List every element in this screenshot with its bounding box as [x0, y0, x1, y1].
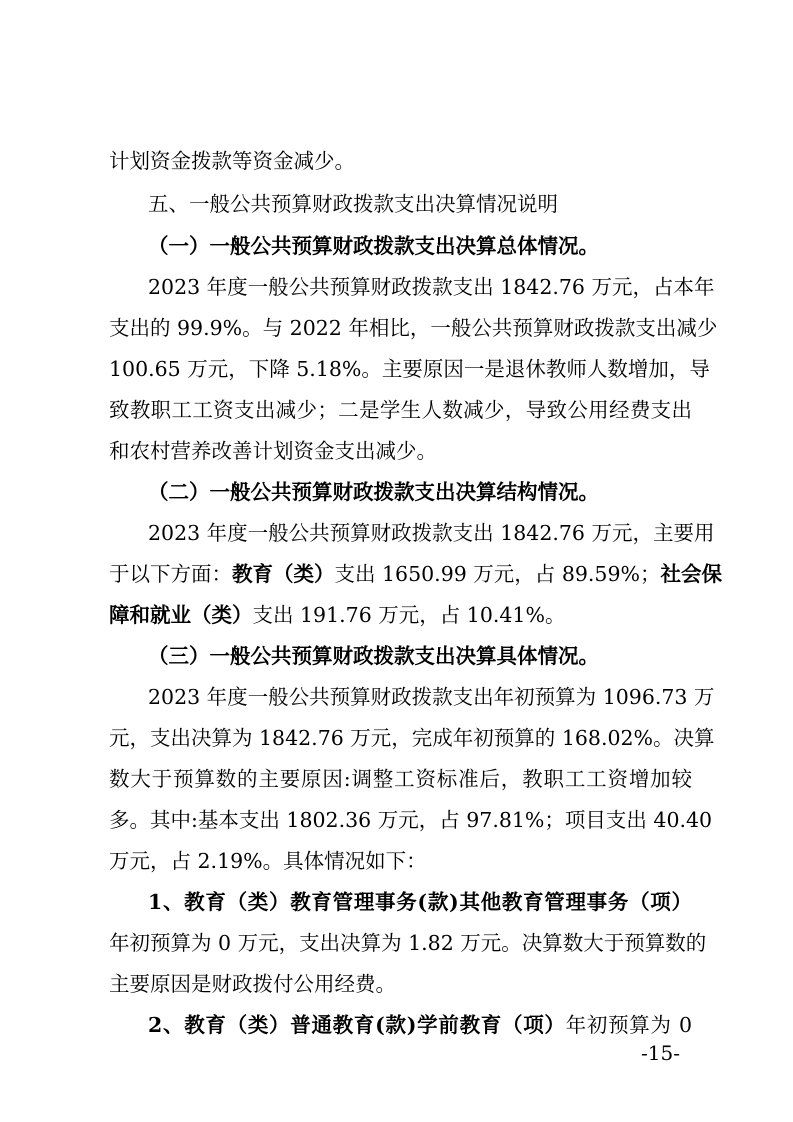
paragraph-line: 多。其中:基本支出 1802.36 万元，占 97.81%；项目支出 40.40 [109, 808, 713, 832]
bold-category: 社会保 [660, 562, 722, 586]
paragraph-line: 支出的 99.9%。与 2022 年相比，一般公共预算财政拨款支出减少 [109, 316, 718, 340]
paragraph-line: 元，支出决算为 1842.76 万元，完成年初预算的 168.02%。决算 [109, 726, 715, 750]
text-segment: 于以下方面： [109, 562, 232, 586]
paragraph-line: 2023 年度一般公共预算财政拨款支出年初预算为 1096.73 万 [148, 685, 715, 709]
paragraph-line: 和农村营养改善计划资金支出减少。 [109, 439, 437, 463]
paragraph-line: 100.65 万元，下降 5.18%。主要原因一是退休教师人数增加，导 [109, 357, 710, 381]
bold-category: 教育（类） [232, 562, 335, 586]
paragraph-line: 致教职工工资支出减少；二是学生人数减少，导致公用经费支出 [109, 398, 692, 422]
paragraph-line: 万元，占 2.19%。具体情况如下： [109, 849, 427, 873]
paragraph-line: 2023 年度一般公共预算财政拨款支出 1842.76 万元，主要用 [148, 521, 715, 545]
paragraph-line [109, 601, 565, 629]
page-number: -15- [641, 1041, 680, 1065]
section-heading: 五、一般公共预算财政拨款支出决算情况说明 [148, 192, 558, 216]
subsection-heading: （二）一般公共预算财政拨款支出决算结构情况。 [148, 480, 599, 504]
item-heading: 1、教育（类）教育管理事务(款)其他教育管理事务（项） [148, 890, 692, 914]
text-segment: 年初预算为 0 [565, 1013, 692, 1037]
paragraph-line: 计划资金拨款等资金减少。 [109, 149, 355, 173]
paragraph-line [109, 560, 722, 588]
paragraph-line: 2023 年度一般公共预算财政拨款支出 1842.76 万元，占本年 [148, 275, 715, 299]
subsection-heading: （一）一般公共预算财政拨款支出决算总体情况。 [148, 234, 599, 258]
paragraph-line [148, 1011, 692, 1039]
text-segment: 支出 191.76 万元，占 10.41%。 [252, 603, 566, 627]
text-segment: 支出 1650.99 万元，占 89.59%； [334, 562, 661, 586]
paragraph-line: 主要原因是财政拨付公用经费。 [109, 972, 396, 996]
subsection-heading: （三）一般公共预算财政拨款支出决算具体情况。 [148, 644, 599, 668]
bold-category: 障和就业（类） [109, 603, 253, 627]
paragraph-line: 数大于预算数的主要原因:调整工资标准后，教职工工资增加较 [109, 767, 692, 791]
item-heading: 2、教育（类）普通教育(款)学前教育（项） [148, 1013, 566, 1037]
paragraph-line: 年初预算为 0 万元，支出决算为 1.82 万元。决算数大于预算数的 [109, 931, 707, 955]
